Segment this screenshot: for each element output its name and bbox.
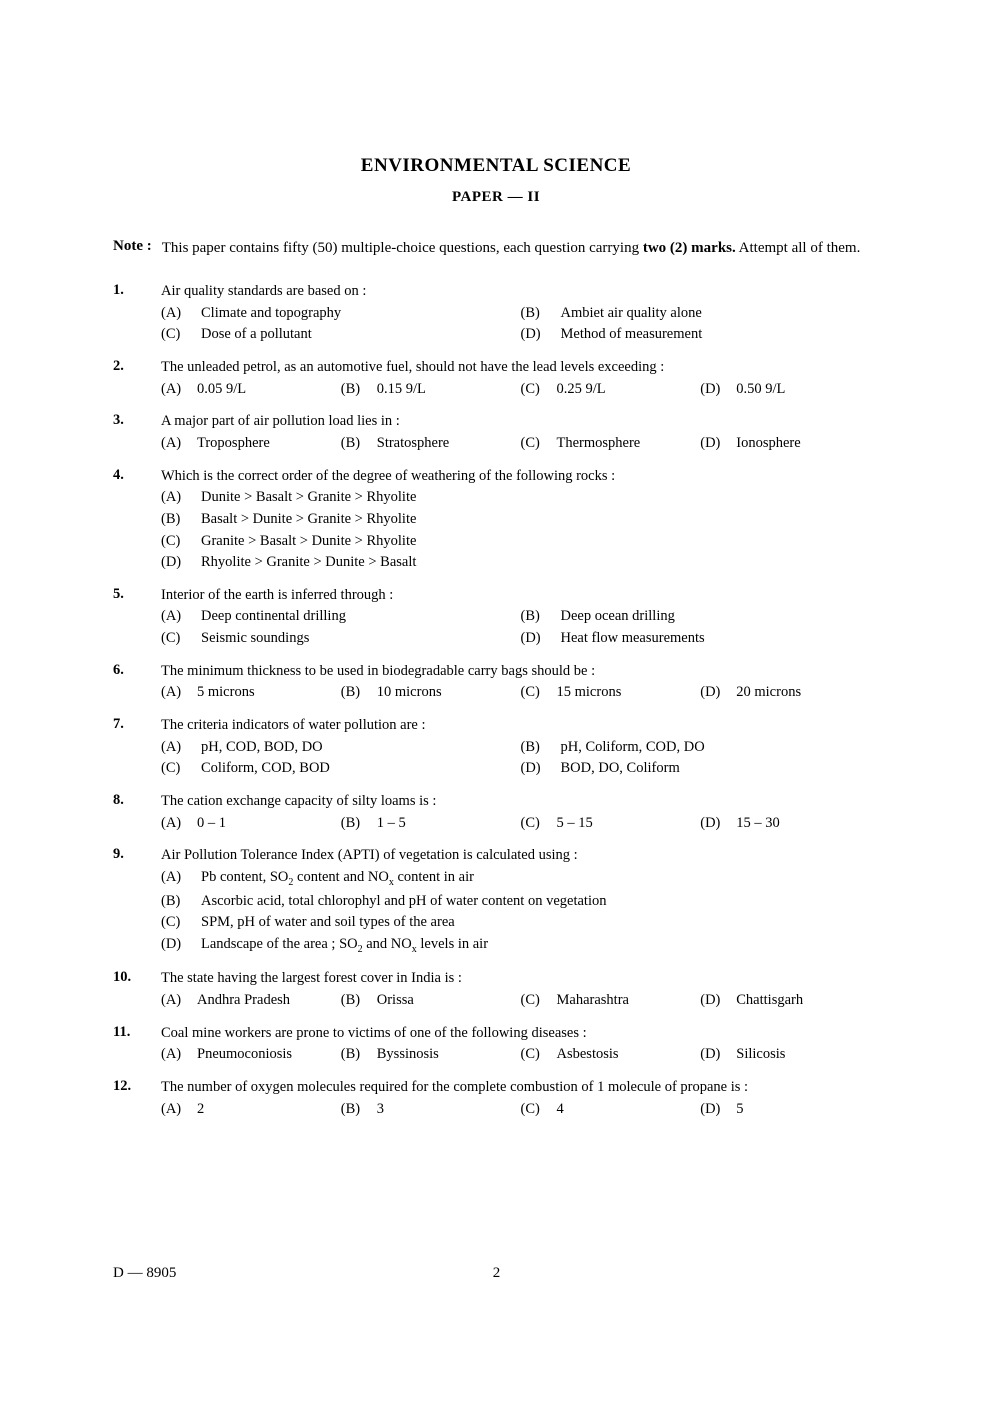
question-text: Interior of the earth is inferred through :: [161, 586, 394, 603]
paper-code: D — 8905: [113, 1265, 177, 1281]
option-key: (D): [700, 1100, 721, 1117]
option-key: (C): [520, 991, 540, 1008]
question-header: [113, 586, 880, 605]
option-choice[interactable]: [521, 607, 881, 627]
option-label: Seismic soundings: [201, 630, 310, 647]
option-key: (B): [520, 738, 540, 755]
option-label: Chattisgarh: [736, 991, 804, 1008]
question-text: The state having the largest forest cover in India is :: [161, 970, 462, 987]
option-choice[interactable]: [341, 1045, 521, 1065]
option-group: [161, 434, 880, 454]
option-key: (C): [161, 630, 181, 647]
option-choice[interactable]: [700, 1100, 880, 1120]
option-key: (C): [161, 914, 181, 931]
option-choice[interactable]: [161, 532, 880, 552]
option-key: (B): [161, 892, 181, 909]
question-item: [113, 412, 880, 453]
option-group: [161, 488, 880, 572]
option-choice[interactable]: [161, 738, 521, 758]
question-text: The cation exchange capacity of silty loams is :: [161, 792, 437, 809]
question-item: [113, 358, 880, 399]
question-header: [113, 467, 880, 486]
option-label: Basalt > Dunite > Granite > Rhyolite: [201, 510, 417, 527]
option-key: (D): [520, 760, 541, 777]
option-key: (B): [340, 1046, 361, 1063]
option-label: Ascorbic acid, total chlorophyl and pH of water content on vegetation: [201, 892, 607, 909]
option-choice[interactable]: [161, 913, 880, 933]
question-text: The unleaded petrol, as an automotive fuel, should not have the lead levels exceeding :: [161, 358, 665, 375]
option-label: 15 microns: [556, 684, 622, 701]
note-text-part1: This paper contains fifty (50) multiple-choice questions, each question carrying: [161, 240, 643, 256]
question-number: 3.: [113, 412, 124, 429]
option-key: (C): [161, 532, 181, 549]
option-label: Asbestosis: [556, 1046, 619, 1063]
question-item: [113, 1024, 880, 1065]
question-text: Coal mine workers are prone to victims of one of the following diseases :: [161, 1024, 587, 1041]
option-choice[interactable]: [700, 434, 880, 454]
page-number: 2: [492, 1265, 501, 1281]
option-choice[interactable]: [521, 814, 701, 834]
option-label: 3: [376, 1100, 384, 1117]
page-title: ENVIRONMENTAL SCIENCE: [360, 155, 632, 176]
option-label: Coliform, COD, BOD: [201, 760, 330, 777]
option-row: [161, 1100, 880, 1120]
option-label: 5 – 15: [556, 814, 593, 831]
option-key: (A): [161, 738, 182, 755]
option-row: [161, 759, 880, 779]
question-item: [113, 282, 880, 345]
option-choice[interactable]: [161, 510, 880, 530]
option-group: [161, 380, 880, 400]
option-label: pH, COD, BOD, DO: [201, 738, 323, 755]
option-row: [161, 510, 880, 530]
option-label: Pb content, $SO_2$ content and $NO_x$ content in air: [201, 869, 474, 889]
option-label: 20 microns: [736, 684, 802, 701]
question-number: 2.: [113, 357, 124, 374]
option-key: (C): [520, 1046, 540, 1063]
option-label: Ambiet air quality alone: [560, 304, 702, 321]
page-footer: [0, 1265, 992, 1282]
option-label: Byssinosis: [376, 1046, 439, 1063]
question-item: [113, 846, 880, 956]
option-key: (D): [700, 1046, 721, 1063]
option-key: (C): [520, 380, 540, 397]
question-number: 1.: [113, 281, 124, 298]
option-label: 0.05 9/L: [197, 380, 247, 397]
option-group: [161, 991, 880, 1011]
note-text-bold: two (2) marks.: [642, 240, 736, 256]
option-label: 0.25 9/L: [556, 380, 606, 397]
instructions-note: [113, 238, 880, 260]
option-row: [161, 380, 880, 400]
option-row: [161, 488, 880, 508]
option-choice[interactable]: [161, 325, 521, 345]
option-label: Thermosphere: [556, 434, 641, 451]
option-key: (A): [161, 869, 182, 886]
option-choice[interactable]: [161, 1100, 341, 1120]
option-key: (C): [161, 760, 181, 777]
question-number: 10.: [113, 969, 132, 986]
option-choice[interactable]: [521, 1045, 701, 1065]
question-item: [113, 1078, 880, 1119]
option-choice[interactable]: [341, 814, 521, 834]
question-text: Which is the correct order of the degree of weathering of the following rocks :: [161, 467, 616, 484]
option-group: [161, 607, 880, 648]
option-row: [161, 991, 880, 1011]
option-label: pH, Coliform, COD, DO: [560, 738, 705, 755]
question-number: 8.: [113, 791, 124, 808]
question-header: [113, 1078, 880, 1097]
option-choice[interactable]: [341, 434, 521, 454]
option-key: (A): [161, 608, 182, 625]
option-label: Granite > Basalt > Dunite > Rhyolite: [201, 532, 417, 549]
option-choice[interactable]: [341, 1100, 521, 1120]
option-key: (C): [520, 1100, 540, 1117]
question-number: 11.: [113, 1023, 131, 1040]
option-choice[interactable]: [161, 991, 341, 1011]
option-choice[interactable]: [161, 553, 880, 573]
option-key: (D): [520, 326, 541, 343]
question-header: [113, 412, 880, 431]
option-label: Deep ocean drilling: [560, 608, 675, 625]
note-text-part2: Attempt all of them.: [735, 240, 861, 256]
option-label: Ionosphere: [736, 434, 801, 451]
question-number: 7.: [113, 716, 124, 732]
question-number: 5.: [113, 585, 124, 602]
option-row: [161, 814, 880, 834]
option-key: (A): [161, 991, 182, 1008]
option-row: [161, 325, 880, 345]
question-number: 4.: [113, 466, 124, 483]
option-label: Rhyolite > Granite > Dunite > Basalt: [201, 554, 417, 571]
option-choice[interactable]: [521, 683, 701, 703]
option-choice[interactable]: [161, 1045, 341, 1065]
question-text: The minimum thickness to be used in biodegradable carry bags should be :: [161, 662, 596, 679]
question-text: The criteria indicators of water pollution are :: [161, 717, 426, 733]
option-choice[interactable]: [521, 1100, 701, 1120]
question-item: [113, 467, 880, 573]
option-key: (C): [520, 814, 540, 831]
option-choice[interactable]: [161, 488, 880, 508]
option-label: Method of measurement: [560, 326, 703, 343]
option-choice[interactable]: [521, 380, 701, 400]
option-label: Maharashtra: [556, 991, 629, 1008]
option-label: 2: [197, 1100, 205, 1117]
option-key: (B): [340, 1100, 361, 1117]
option-label: Dose of a pollutant: [201, 326, 312, 343]
option-group: [161, 683, 880, 703]
question-text: Air quality standards are based on :: [161, 282, 367, 299]
option-choice[interactable]: [521, 629, 881, 649]
option-label: Landscape of the area ; $SO_2$ and $NO_x$ levels in air: [201, 935, 489, 955]
option-choice[interactable]: [700, 991, 880, 1011]
option-row: [161, 1045, 880, 1065]
option-key: (A): [161, 489, 182, 506]
option-key: (B): [520, 304, 540, 321]
option-label: Climate and topography: [201, 304, 342, 321]
option-choice[interactable]: [161, 629, 521, 649]
question-number: 12.: [113, 1077, 132, 1094]
option-key: (D): [700, 380, 721, 397]
option-group: [161, 1045, 880, 1065]
option-choice[interactable]: [341, 683, 521, 703]
option-choice[interactable]: [161, 814, 341, 834]
question-item: [113, 792, 880, 833]
option-choice[interactable]: [161, 868, 880, 889]
option-label: Pneumoconiosis: [197, 1046, 293, 1063]
option-label: Heat flow measurements: [560, 630, 705, 647]
question-text: Air Pollution Tolerance Index (APTI) of vegetation is calculated using :: [161, 847, 578, 864]
option-key: (A): [161, 684, 182, 701]
option-choice[interactable]: [521, 325, 881, 345]
question-header: [113, 716, 880, 735]
option-key: (B): [340, 814, 361, 831]
question-text: A major part of air pollution load lies in :: [161, 413, 400, 430]
option-choice[interactable]: [700, 683, 880, 703]
option-row: [161, 738, 880, 758]
option-key: (D): [700, 991, 721, 1008]
option-label: 4: [556, 1100, 564, 1117]
question-header: [113, 358, 880, 377]
question-header: [113, 662, 880, 681]
option-key: (B): [340, 434, 361, 451]
option-row: [161, 304, 880, 324]
question-header: [113, 846, 880, 865]
option-label: 5 microns: [197, 684, 255, 701]
option-row: [161, 607, 880, 627]
option-choice[interactable]: [161, 380, 341, 400]
question-header: [113, 282, 880, 301]
option-row: [161, 868, 880, 889]
option-group: [161, 814, 880, 834]
option-key: (A): [161, 1100, 182, 1117]
option-key: (D): [700, 684, 721, 701]
question-text: The number of oxygen molecules required for the complete combustion of 1 molecule of propane is :: [161, 1078, 749, 1095]
option-label: 0 – 1: [197, 814, 226, 831]
option-row: [161, 553, 880, 573]
question-header: [113, 1024, 880, 1043]
option-label: SPM, pH of water and soil types of the area: [201, 914, 455, 931]
option-choice[interactable]: [161, 759, 521, 779]
option-group: [161, 304, 880, 345]
option-key: (D): [700, 814, 721, 831]
option-key: (B): [340, 991, 361, 1008]
option-label: Deep continental drilling: [201, 608, 346, 625]
option-choice[interactable]: [521, 991, 701, 1011]
option-key: (B): [340, 684, 361, 701]
option-label: Stratosphere: [376, 434, 450, 451]
option-row: [161, 935, 880, 956]
option-label: 0.15 9/L: [376, 380, 426, 397]
option-label: 1 – 5: [376, 814, 406, 831]
option-row: [161, 913, 880, 933]
option-label: 0.50 9/L: [736, 380, 786, 397]
option-label: BOD, DO, Coliform: [560, 760, 680, 777]
option-label: 15 – 30: [736, 814, 780, 831]
option-choice[interactable]: [521, 759, 881, 779]
question-number: 6.: [113, 661, 124, 678]
option-choice[interactable]: [521, 434, 701, 454]
option-key: (A): [161, 1046, 182, 1063]
option-choice[interactable]: [161, 607, 521, 627]
question-number: 9.: [113, 846, 124, 863]
option-label: Dunite > Basalt > Granite > Rhyolite: [201, 489, 417, 506]
option-choice[interactable]: [700, 1045, 880, 1065]
option-label: 10 microns: [376, 684, 442, 701]
option-label: Andhra Pradesh: [197, 991, 291, 1008]
option-key: (B): [340, 380, 361, 397]
option-key: (B): [520, 608, 540, 625]
note-text: [162, 238, 861, 260]
question-item: [113, 969, 880, 1010]
option-group: [161, 868, 880, 956]
option-key: (A): [161, 814, 182, 831]
option-key: (B): [161, 510, 181, 527]
option-group: [161, 1100, 880, 1120]
question-item: [113, 586, 880, 649]
option-label: Silicosis: [736, 1046, 786, 1063]
option-row: [161, 629, 880, 649]
option-row: [161, 434, 880, 454]
option-group: [161, 738, 880, 779]
option-key: (A): [161, 380, 182, 397]
question-list: [113, 282, 880, 1120]
option-choice[interactable]: [161, 935, 880, 956]
option-row: [161, 683, 880, 703]
option-key: (C): [520, 684, 540, 701]
option-key: (A): [161, 304, 182, 321]
option-key: (D): [161, 935, 182, 952]
option-row: [161, 892, 880, 912]
option-label: Troposphere: [197, 434, 270, 451]
option-choice[interactable]: [341, 380, 521, 400]
question-item: [113, 716, 880, 779]
question-item: [113, 662, 880, 703]
option-label: Orissa: [376, 991, 414, 1008]
option-row: [161, 532, 880, 552]
option-choice[interactable]: [161, 434, 341, 454]
question-header: [113, 792, 880, 811]
paper-subtitle: PAPER — II: [451, 189, 541, 205]
option-key: (D): [161, 554, 182, 571]
option-label: 5: [736, 1100, 744, 1117]
option-choice[interactable]: [161, 892, 880, 912]
option-key: (C): [520, 434, 540, 451]
option-choice[interactable]: [521, 304, 881, 324]
option-key: (D): [520, 630, 541, 647]
option-key: (C): [161, 326, 181, 343]
option-choice[interactable]: [161, 304, 521, 324]
option-choice[interactable]: [341, 991, 521, 1011]
question-header: [113, 969, 880, 988]
note-label: Note :: [113, 238, 152, 254]
option-choice[interactable]: [700, 380, 880, 400]
option-choice[interactable]: [161, 683, 341, 703]
option-key: (D): [700, 434, 721, 451]
option-choice[interactable]: [700, 814, 880, 834]
option-choice[interactable]: [521, 738, 881, 758]
option-key: (A): [161, 434, 182, 451]
